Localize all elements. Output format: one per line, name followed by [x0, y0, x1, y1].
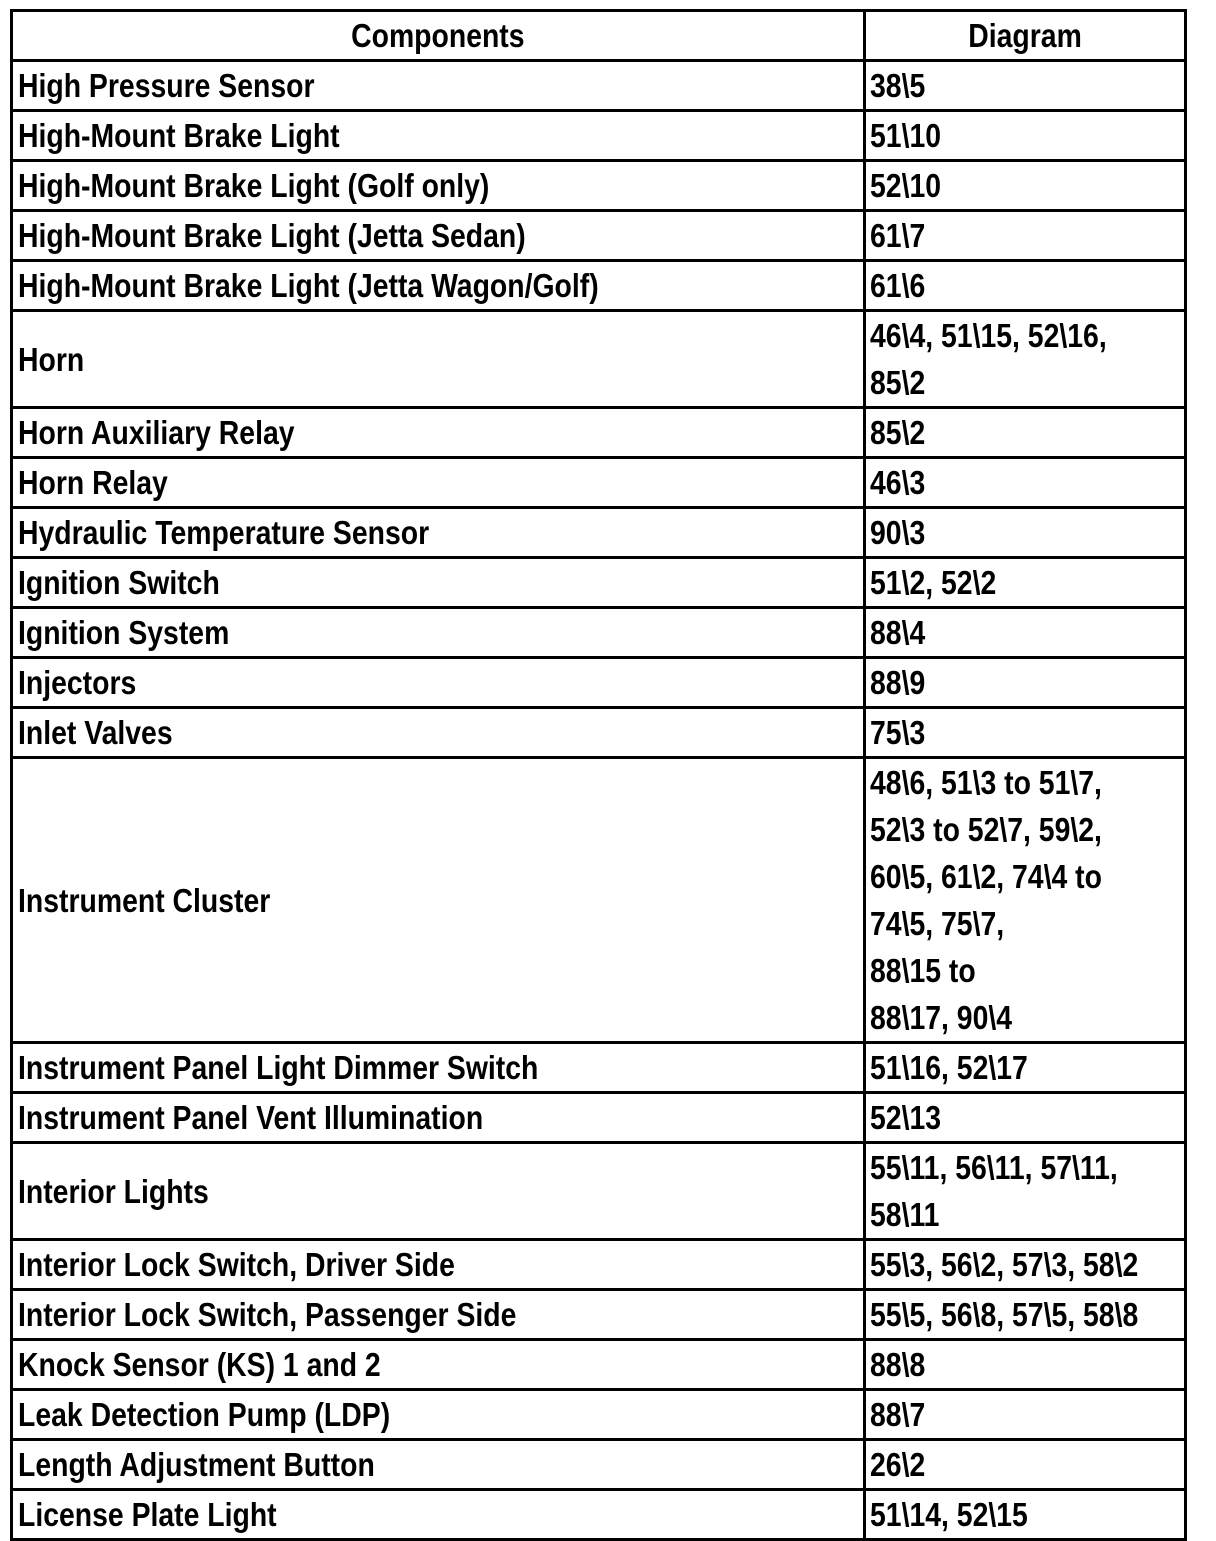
table-row — [12, 211, 1186, 261]
table-row — [12, 508, 1186, 558]
diagram-reference: 85\2 — [870, 414, 926, 451]
diagram-cell — [865, 61, 1186, 111]
component-cell — [12, 1390, 865, 1440]
component-name: Instrument Panel Light Dimmer Switch — [18, 1049, 539, 1086]
components-header-label: Components — [351, 17, 525, 54]
diagram-cell — [865, 311, 1186, 408]
table-row — [12, 558, 1186, 608]
component-name: Horn Relay — [18, 464, 168, 501]
component-cell — [12, 161, 865, 211]
diagram-cell — [865, 408, 1186, 458]
table-row — [12, 1093, 1186, 1143]
component-cell — [12, 1490, 865, 1540]
diagram-reference: 46\4, 51\15, 52\16, 85\2 — [870, 317, 1107, 401]
table-row — [12, 1043, 1186, 1093]
table-row — [12, 1290, 1186, 1340]
component-name: Interior Lights — [18, 1172, 209, 1210]
component-name: Interior Lock Switch, Passenger Side — [18, 1296, 517, 1333]
component-cell — [12, 1240, 865, 1290]
diagram-cell — [865, 1043, 1186, 1093]
diagram-cell — [865, 608, 1186, 658]
diagram-cell — [865, 161, 1186, 211]
diagram-reference: 55\5, 56\8, 57\5, 58\8 — [870, 1296, 1139, 1333]
diagram-reference: 51\10 — [870, 117, 942, 154]
table-row — [12, 111, 1186, 161]
diagram-cell — [865, 758, 1186, 1043]
table-row — [12, 758, 1186, 1043]
component-cell — [12, 111, 865, 161]
component-name: Length Adjustment Button — [18, 1446, 375, 1483]
component-name: Horn — [18, 340, 85, 378]
diagram-reference: 61\7 — [870, 217, 926, 254]
component-name: Ignition Switch — [18, 564, 220, 601]
component-name: License Plate Light — [18, 1496, 277, 1533]
table-row — [12, 458, 1186, 508]
table-row — [12, 161, 1186, 211]
diagram-cell — [865, 1340, 1186, 1390]
component-cell — [12, 458, 865, 508]
diagram-reference: 26\2 — [870, 1446, 926, 1483]
table-row — [12, 1390, 1186, 1440]
table-row — [12, 311, 1186, 408]
component-cell — [12, 1440, 865, 1490]
component-cell — [12, 1093, 865, 1143]
component-cell — [12, 1143, 865, 1240]
diagram-reference: 88\8 — [870, 1346, 926, 1383]
diagram-reference: 90\3 — [870, 514, 926, 551]
diagram-cell — [865, 708, 1186, 758]
table-row — [12, 708, 1186, 758]
diagram-cell — [865, 1093, 1186, 1143]
diagram-reference: 51\16, 52\17 — [870, 1049, 1028, 1086]
diagram-reference: 51\2, 52\2 — [870, 564, 997, 601]
diagram-column-header — [865, 11, 1186, 61]
diagram-cell — [865, 508, 1186, 558]
component-name: Knock Sensor (KS) 1 and 2 — [18, 1346, 381, 1383]
diagram-reference: 46\3 — [870, 464, 926, 501]
component-name: Horn Auxiliary Relay — [18, 414, 295, 451]
diagram-reference: 61\6 — [870, 267, 926, 304]
diagram-reference: 55\11, 56\11, 57\11, 58\11 — [870, 1149, 1118, 1233]
diagram-reference: 48\6, 51\3 to 51\7, 52\3 to 52\7, 59\2, 60\5, 61\2, 74\4 to 74\5, 75\7, 88\15 to 88\17, 90\4 — [870, 764, 1102, 1036]
diagram-cell — [865, 1290, 1186, 1340]
diagram-cell — [865, 211, 1186, 261]
diagram-reference: 52\10 — [870, 167, 942, 204]
table-row — [12, 261, 1186, 311]
component-name: Leak Detection Pump (LDP) — [18, 1396, 391, 1433]
diagram-cell — [865, 1143, 1186, 1240]
component-cell — [12, 211, 865, 261]
diagram-cell — [865, 558, 1186, 608]
component-cell — [12, 61, 865, 111]
component-name: High Pressure Sensor — [18, 67, 315, 104]
component-cell — [12, 608, 865, 658]
table-row — [12, 1143, 1186, 1240]
component-name: Instrument Cluster — [18, 881, 271, 919]
diagram-reference: 75\3 — [870, 714, 926, 751]
components-column-header — [12, 11, 865, 61]
component-name: High-Mount Brake Light (Golf only) — [18, 167, 490, 204]
diagram-cell — [865, 111, 1186, 161]
diagram-cell — [865, 261, 1186, 311]
component-cell — [12, 261, 865, 311]
component-cell — [12, 508, 865, 558]
component-cell — [12, 311, 865, 408]
table-row — [12, 61, 1186, 111]
table-row — [12, 1440, 1186, 1490]
diagram-cell — [865, 1440, 1186, 1490]
diagram-reference: 88\9 — [870, 664, 926, 701]
diagram-cell — [865, 658, 1186, 708]
table-row — [12, 1490, 1186, 1540]
component-name: Instrument Panel Vent Illumination — [18, 1099, 484, 1136]
component-cell — [12, 708, 865, 758]
component-name: Hydraulic Temperature Sensor — [18, 514, 430, 551]
diagram-cell — [865, 1490, 1186, 1540]
component-name: Inlet Valves — [18, 714, 173, 751]
diagram-header-label: Diagram — [968, 17, 1082, 54]
table-row — [12, 658, 1186, 708]
component-name: Ignition System — [18, 614, 230, 651]
component-name: High-Mount Brake Light (Jetta Wagon/Golf) — [18, 267, 599, 304]
component-cell — [12, 658, 865, 708]
component-index-table — [10, 9, 1187, 1541]
component-name: High-Mount Brake Light (Jetta Sedan) — [18, 217, 526, 254]
diagram-cell — [865, 458, 1186, 508]
diagram-reference: 51\14, 52\15 — [870, 1496, 1028, 1533]
diagram-cell — [865, 1240, 1186, 1290]
table-row — [12, 608, 1186, 658]
table-header-row — [12, 11, 1186, 61]
component-cell — [12, 558, 865, 608]
diagram-reference: 55\3, 56\2, 57\3, 58\2 — [870, 1246, 1139, 1283]
component-name: High-Mount Brake Light — [18, 117, 340, 154]
component-cell — [12, 1340, 865, 1390]
component-name: Injectors — [18, 664, 137, 701]
diagram-reference: 88\4 — [870, 614, 926, 651]
diagram-cell — [865, 1390, 1186, 1440]
table-row — [12, 1340, 1186, 1390]
table-body — [12, 61, 1186, 1540]
component-cell — [12, 408, 865, 458]
component-cell — [12, 758, 865, 1043]
table-row — [12, 1240, 1186, 1290]
diagram-reference: 52\13 — [870, 1099, 942, 1136]
diagram-reference: 88\7 — [870, 1396, 926, 1433]
table-row — [12, 408, 1186, 458]
component-cell — [12, 1290, 865, 1340]
component-cell — [12, 1043, 865, 1093]
diagram-reference: 38\5 — [870, 67, 926, 104]
component-name: Interior Lock Switch, Driver Side — [18, 1246, 455, 1283]
